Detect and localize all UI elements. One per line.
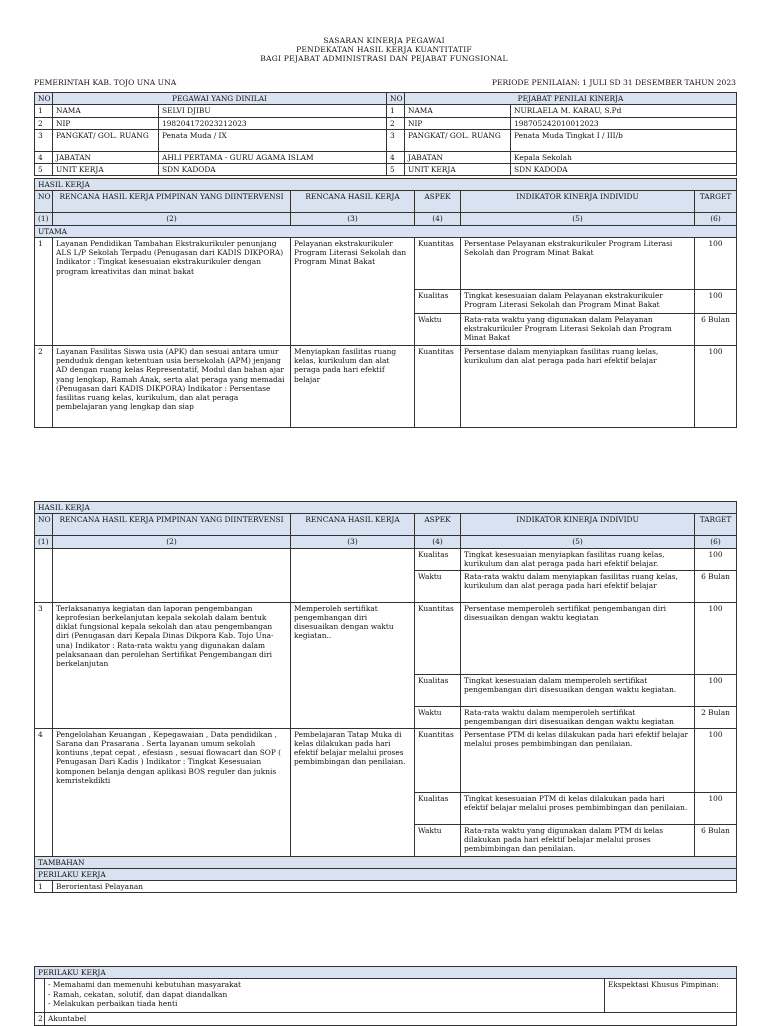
table-row: 3 Terlaksananya kegiatan dan laporan pengembangan keprofesian berkelanjutan kepala sekolah dalam bentuk diklat fungsional kepala sekolah dan atau pengembangan diri (Penugasan dari Kepala Dinas Dikpora Kab. Tojo Una-una) Indikator : Rata-rata waktu yang digunakan dalam pelaksanaan dan perolehan Sertifikat Pengembangan diri berkelanjutan Memperoleh sertifikat pengembangan diri disesuaikan dengan waktu kegiatan.. Kuantitas Persentase memperoleh sertifikat pengembangan diri disesuaikan dengan waktu kegiatan 100 (35, 602, 737, 674)
perilaku-bullets: - Memahami dan memenuhi kebutuhan masyarakat - Ramah, cekatan, solutif, dan dapat diandalkan - Melakukan perbaikan tiada henti (45, 979, 605, 1013)
table-row: Waktu Rata-rata waktu dalam memperoleh sertifikat pengembangan diri disesuaikan dengan waktu kegiatan 2 Bulan (35, 706, 737, 728)
tambahan-row: TAMBAHAN (35, 856, 737, 868)
column-header: NO RENCANA HASIL KERJA PIMPINAN YANG DIINTERVENSI RENCANA HASIL KERJA ASPEK INDIKATOR KINERJA INDIVIDU TARGET (35, 191, 737, 213)
period: PERIODE PENILAIAN: 1 JULI SD 31 DESEMBER TAHUN 2023 (491, 78, 736, 87)
penilai-nip: 198705242010012023 (511, 117, 737, 129)
perilaku-table (34, 966, 737, 1026)
work-table-2 (34, 501, 737, 893)
penilai-title: PEJABAT PENILAI KINERJA (405, 93, 737, 105)
ekspektasi-label: Ekspektasi Khusus Pimpinan: (605, 979, 737, 1013)
identity-row: 3 PANGKAT/ GOL. RUANG Penata Muda / IX 3 PANGKAT/ GOL. RUANG Penata Muda Tingkat I / III/b (35, 129, 737, 151)
column-number-row: (1) (2) (3) (4) (5) (6) (35, 536, 737, 548)
work-table-1 (34, 178, 737, 428)
perilaku-row: PERILAKU KERJA (35, 868, 737, 880)
meta-row (34, 78, 736, 87)
utama-row: UTAMA (35, 225, 737, 237)
identity-row: 1 NAMA SELVI DJIBU 1 NAMA NURLAELA M. KARAU, S.Pd (35, 105, 737, 117)
institution: PEMERINTAH KAB. TOJO UNA UNA (34, 78, 177, 87)
section-row: HASIL KERJA (35, 179, 737, 191)
table-row: Waktu Rata-rata waktu dalam menyiapkan fasilitas ruang kelas, kurikulum dan alat peraga pada hari efektif belajar 6 Bulan (35, 570, 737, 602)
table-row: 1 Layanan Pendidikan Tambahan Ekstrakurikuler penunjang ALS L/P Sekolah Terpadu (Penugasan dari KADIS DIKPORA) Indikator : Tingkat kesesuaian ekstrakurikuler dengan program kreativitas dan minat bakat Pelayanan ekstrakurikuler Program Literasi Sekolah dan Program Minat Bakat Kuantitas Persentase Pelayanan ekstrakurikuler Program Literasi Sekolah dan Program Minat Bakat 100 (35, 237, 737, 289)
doc-subtitle: PENDEKATAN HASIL KERJA KUANTITATIF (296, 45, 472, 54)
table-row: Waktu Rata-rata waktu yang digunakan dalam PTM di kelas dilakukan pada hari efektif belajar melalui proses pembimbingan dan penilaian. 6 Bulan (35, 824, 737, 856)
perilaku-item: 1 Berorientasi Pelayanan (35, 881, 737, 893)
perilaku-item: 2 Akuntabel (35, 1013, 737, 1025)
perilaku-row: PERILAKU KERJA (35, 967, 737, 979)
identity-header: NO PEGAWAI YANG DINILAI NO PEJABAT PENILAI KINERJA (35, 93, 737, 105)
section-row: HASIL KERJA (35, 502, 737, 514)
table-row: Kualitas Tingkat kesesuaian dalam memperoleh sertifikat pengembangan diri disesuaikan dengan waktu kegiatan. 100 (35, 674, 737, 706)
table-row: 4 Pengelolahan Keuangan , Kepegawaian , Data pendidikan , Sarana dan Prasarana . Serta layanan umum sekolah kontiuns ,tepat cepat , efesiasn , sesuai flowacart dan SOP ( Penugasan Dari Kadis ) Indikator : Tingkat Kesesuaian komponen belanja dengan aplikasi BOS reguler dan juknis kemristekdikti Pembelajaran Tatap Muka di kelas dilakukan pada hari efektif belajar melalui proses pembimbingan dan penilaian. Kuantitas Persentase PTM di kelas dilakukan pada hari efektif belajar melalui proses pembimbingan dan penilaian. 100 (35, 728, 737, 792)
column-header: NO RENCANA HASIL KERJA PIMPINAN YANG DIINTERVENSI RENCANA HASIL KERJA ASPEK INDIKATOR KINERJA INDIVIDU TARGET (35, 514, 737, 536)
identity-row: 4 JABATAN AHLI PERTAMA - GURU AGAMA ISLAM 4 JABATAN Kepala Sekolah (35, 151, 737, 163)
identity-row: 5 UNIT KERJA SDN KADODA 5 UNIT KERJA SDN KADODA (35, 164, 737, 176)
perilaku-detail (35, 979, 737, 1013)
doc-subtitle-2: BAGI PEJABAT ADMINISTRASI DAN PEJABAT FUNGSIONAL (260, 54, 508, 63)
table-row: Kualitas Tingkat kesesuaian dalam Pelayanan ekstrakurikuler Program Literasi Sekolah dan Program Minat Bakat 100 (35, 289, 737, 313)
identity-table (34, 92, 737, 176)
pegawai-nip: 198204172023212023 (159, 117, 387, 129)
pegawai-title: PEGAWAI YANG DINILAI (53, 93, 387, 105)
pegawai-nama: SELVI DJIBU (159, 105, 387, 117)
column-number-row: (1) (2) (3) (4) (5) (6) (35, 213, 737, 225)
table-row: Kualitas Tingkat kesesuaian menyiapkan fasilitas ruang kelas, kurikulum dan alat peraga pada hari efektif belajar. 100 (35, 548, 737, 570)
identity-row: 2 NIP 198204172023212023 2 NIP 198705242010012023 (35, 117, 737, 129)
table-row: Waktu Rata-rata waktu yang digunakan dalam Pelayanan ekstrakurikuler Program Literasi Sekolah dan Program Minat Bakat 6 Bulan (35, 313, 737, 345)
table-row: 2 Layanan Fasilitas Siswa usia (APK) dan sesuai antara umur penduduk dengan ketentuan usia bersekolah (APM) jenjang AD dengan ruang kelas Representatif, Modul dan bahan ajar yang lengkap, Ramah Anak, serta alat peraga yang memadai (Penugasan dari KADIS DIKPORA) Indikator : Persentase fasilitas ruang kelas, kurikulum, dan alat peraga pembelajaran yang lengkap dan siap Menyiapkan fasilitas ruang kelas, kurikulum dan alat peraga pada hari efektif belajar Kuantitas Persentase dalam menyiapkan fasilitas ruang kelas, kurikulum dan alat peraga pada hari efektif belajar 100 (35, 345, 737, 427)
doc-title: SASARAN KINERJA PEGAWAI (323, 36, 445, 45)
penilai-nama: NURLAELA M. KARAU, S.Pd (511, 105, 737, 117)
table-row: Kualitas Tingkat kesesuaian PTM di kelas dilakukan pada hari efektif belajar melalui proses pembimbingan dan penilaian. 100 (35, 792, 737, 824)
